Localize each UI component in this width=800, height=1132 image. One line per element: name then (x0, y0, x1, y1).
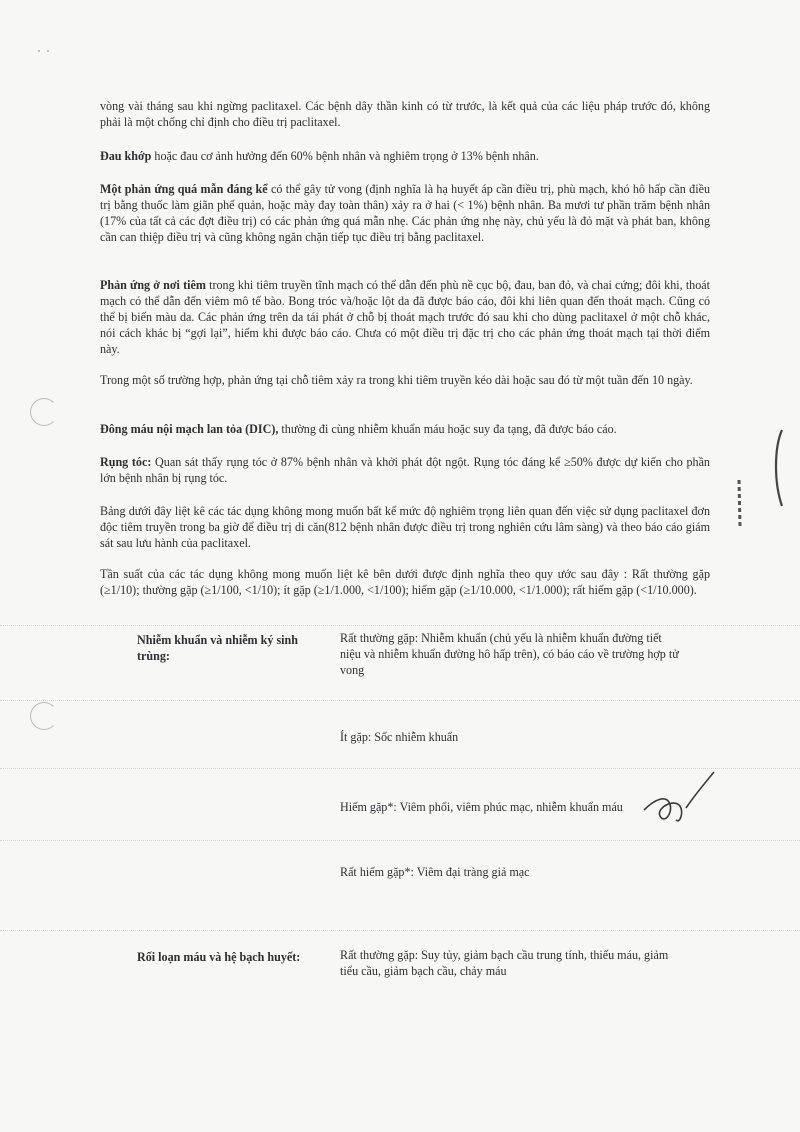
paragraph-alopecia: Rụng tóc: Quan sát thấy rụng tóc ở 87% bệnh nhân và khởi phát đột ngột. Rụng tóc đáng kể ≥50% được dự kiến cho phần lớn bệnh nhân bị rụng tóc. (100, 455, 710, 485)
table-effect-very-common-infection: Rất thường gặp: Nhiễm khuẩn (chủ yếu là nhiễm khuẩn đường tiết niệu và nhiễm khuẩn đường hô hấp trên), có báo cáo về trường hợp tử vong (340, 631, 679, 677)
edge-smudge-mark (732, 478, 746, 528)
table-category-infections: Nhiễm khuẩn và nhiễm ký sinh trùng: (137, 633, 298, 663)
edge-shadow-mark (770, 428, 790, 508)
paragraph-hypersensitivity: Một phản ứng quá mẫn đáng kể có thể gây tử vong (định nghĩa là hạ huyết áp cần điều trị, phù mạch, khó hô hấp cần điều trị bằng thuốc làm giãn phế quản, hoặc mày đay toàn thân) xảy ra ở hai (< 1%) bệnh nhân. Ba mươi tư phần trăm bệnh nhân (17% của tất cả các đợt điều trị) có các phản ứng quá mẫn nhẹ. Các phản ứng nhẹ này, chủ yếu là đỏ mặt và phát ban, không cần can thiệp điều trị và cũng không ngăn chặn tiếp tục điều trị bằng paclitaxel. (100, 182, 710, 244)
paragraph-injection-site: Phản ứng ở nơi tiêm trong khi tiêm truyền tĩnh mạch có thể dẫn đến phù nề cục bộ, đau, ban đỏ, và chai cứng; đôi khi, thoát mạch có thể dẫn đến viêm mô tế bào. Bong tróc và/hoặc lột da đã được báo cáo, đôi khi liên quan đến thoát mạch. Cũng có thể bị biến màu da. Các phản ứng trên da tái phát ở chỗ bị thoát mạch trước đó sau khi cho dùng paclitaxel ở một chỗ khác, nói cách khác bị “gợi lại”, hiếm khi được báo cáo. Chưa có một điều trị đặc trị cho các phản ứng thoát mạch tại thời điểm này. (100, 278, 711, 356)
table-rule (0, 700, 800, 701)
paragraph-injection-timing: Trong một số trường hợp, phản ứng tại chỗ tiêm xảy ra trong khi tiêm truyền kéo dài hoặc sau đó từ một tuần đến 10 ngày. (100, 373, 693, 387)
paragraph-table-intro: Bảng dưới đây liệt kê các tác dụng không mong muốn bất kể mức độ nghiêm trọng liên quan đến việc sử dụng paclitaxel đơn độc tiêm truyền trong ba giờ để điều trị di căn(812 bệnh nhân được điều trị trong nghiên cứu lâm sàng) và theo báo cáo giám sát sau lưu hành của paclitaxel. (100, 504, 710, 550)
table-rule (0, 840, 800, 841)
table-rule (0, 625, 800, 626)
paragraph-frequency-definition: Tần suất của các tác dụng không mong muốn liệt kê bên dưới được định nghĩa theo quy ước sau đây : Rất thường gặp (≥1/10); thường gặp (≥1/100, <1/10); ít gặp (≥1/1.000, <1/100); hiếm gặp (≥1/10.000, <1/1.000); rất hiếm gặp (<1/10.000). (100, 567, 710, 597)
paragraph-neuropathy-continued: vòng vài tháng sau khi ngừng paclitaxel. Các bệnh dây thần kinh có từ trước, là kết quả của các liệu pháp trước đó, không phải là một chống chỉ định cho điều trị paclitaxel. (100, 99, 710, 129)
table-rule (0, 768, 800, 769)
table-effect-very-rare-colitis: Rất hiếm gặp*: Viêm đại tràng giả mạc (340, 865, 530, 879)
table-effect-uncommon-septic-shock: Ít gặp: Sốc nhiễm khuẩn (340, 730, 459, 744)
table-rule (0, 930, 800, 931)
paragraph-dic: Đông máu nội mạch lan tỏa (DIC), thường đi cùng nhiễm khuẩn máu hoặc suy đa tạng, đã được báo cáo. (100, 422, 617, 436)
punch-hole-mark (30, 398, 58, 426)
handwritten-initial-mark (640, 770, 720, 830)
scan-speck (38, 50, 40, 52)
table-effect-rare-pneumonia: Hiếm gặp*: Viêm phổi, viêm phúc mạc, nhiễm khuẩn máu (340, 800, 623, 814)
punch-hole-mark (30, 702, 58, 730)
scan-speck (47, 50, 49, 52)
table-effect-very-common-myelosuppression: Rất thường gặp: Suy tủy, giảm bạch cầu trung tính, thiếu máu, giảm tiểu cầu, giảm bạch cầu, chảy máu (340, 948, 669, 978)
table-category-blood-lymphatic: Rối loạn máu và hệ bạch huyết: (137, 950, 301, 964)
paragraph-arthralgia: Đau khớp hoặc đau cơ ảnh hưởng đến 60% bệnh nhân và nghiêm trọng ở 13% bệnh nhân. (100, 149, 539, 163)
